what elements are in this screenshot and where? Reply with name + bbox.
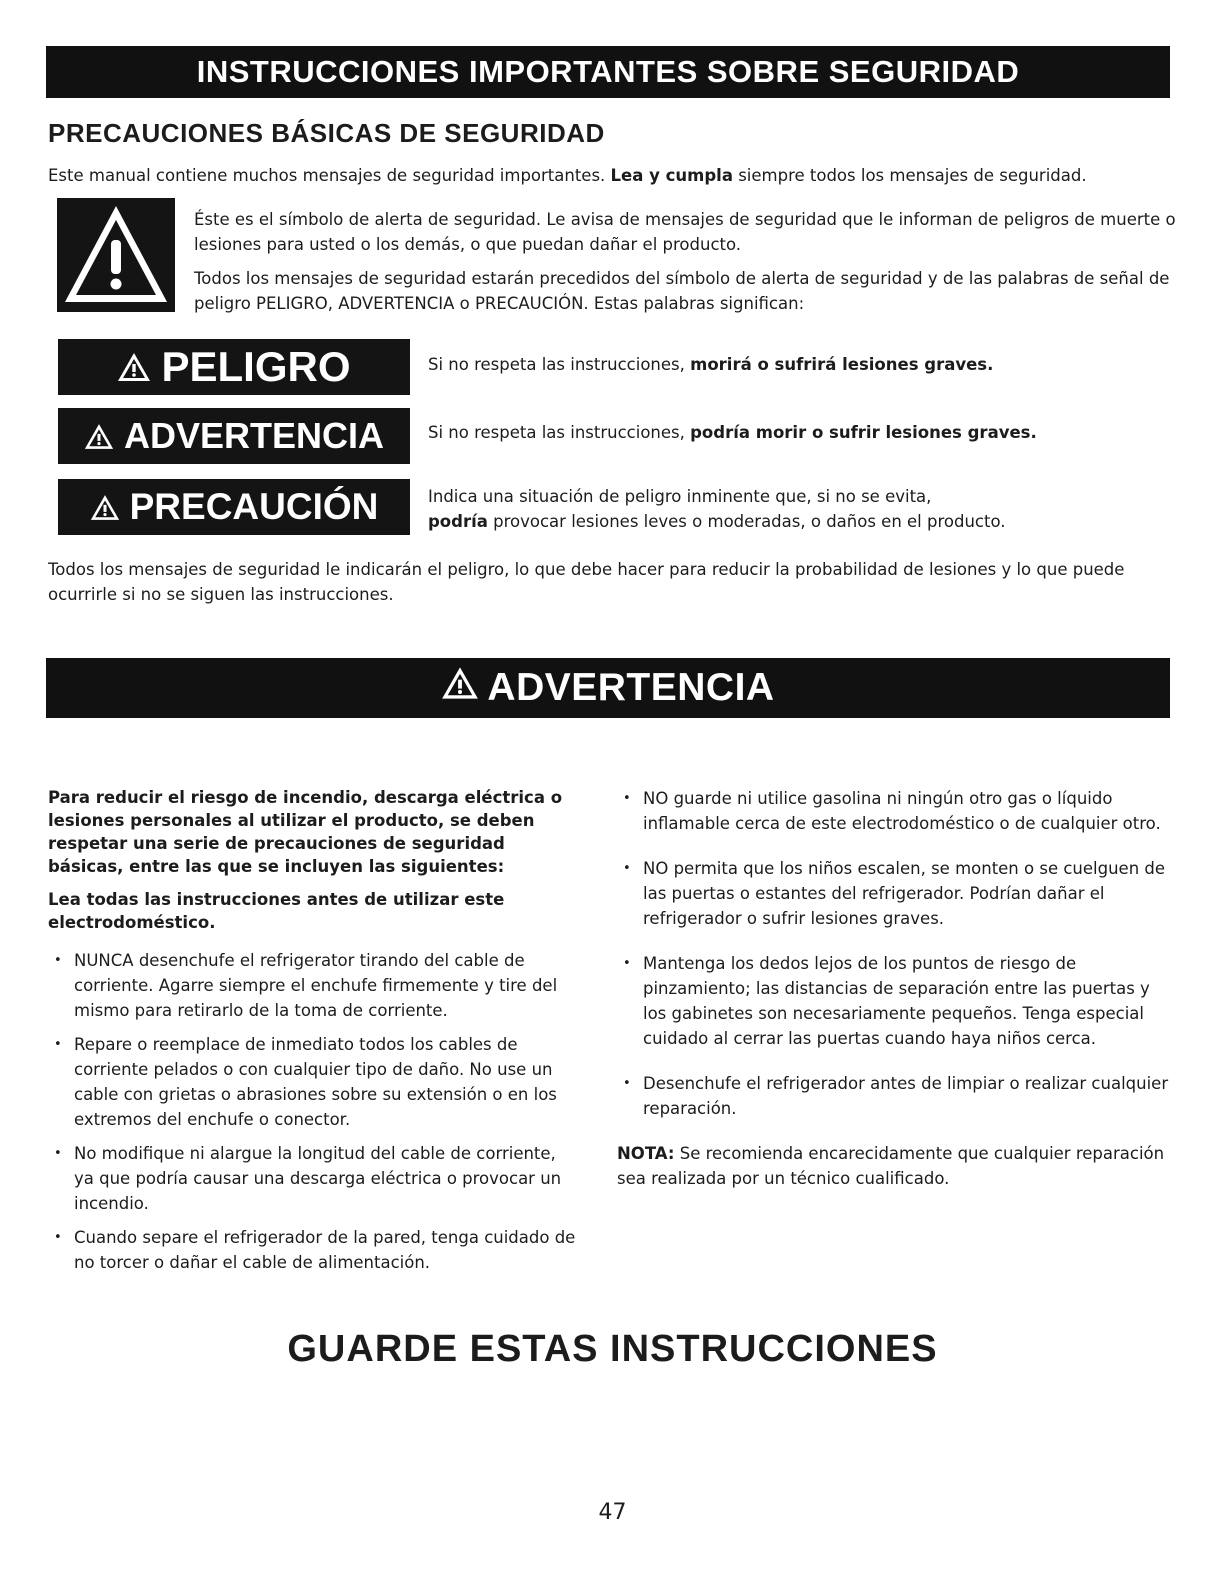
section-title: PRECAUCIONES BÁSICAS DE SEGURIDAD (48, 118, 605, 148)
signal-words-description: Todos los mensajes de seguridad estarán precedidos del símbolo de alerta de seguridad y de las palabras de señal de peligro PELIGRO, ADVERTENCIA o PRECAUCIÓN. Estas palabras significan: (194, 269, 1170, 313)
list-item: • NUNCA desenchufe el refrigerator tirando del cable de corriente. Agarre siempre el enchufe firmemente y tire del mismo para retirarlo de la toma de corriente. (48, 948, 578, 1023)
nota-paragraph (617, 1141, 1170, 1191)
warning-lead-read: Lea todas las instrucciones antes de utilizar este electrodoméstico. (48, 890, 505, 932)
signal-peligro-label (58, 339, 410, 395)
precaucion-desc-rest: provocar lesiones leves o moderadas, o daños en el producto. (487, 512, 1006, 531)
signal-precaucion-label (58, 479, 410, 535)
list-item: • Mantenga los dedos lejos de los puntos de riesgo de pinzamiento; las distancias de separación entre las puertas y los gabinetes son necesariamente pequeños. Tenga especial cuidado al cerrar las puertas cuando haya niños cerca. (617, 951, 1170, 1051)
intro-text-a: Este manual contiene muchos mensajes de seguridad importantes. (48, 166, 611, 185)
list-item: • No modifique ni alargue la longitud del cable de corriente, ya que podría causar una descarga eléctrica o provocar un incendio. (48, 1141, 578, 1216)
peligro-desc-b: morirá o sufrirá lesiones graves. (690, 355, 994, 374)
save-instructions-title: GUARDE ESTAS INSTRUCCIONES (287, 1328, 938, 1370)
list-item: • NO permita que los niños escalen, se monten o se cuelguen de las puertas o estantes del refrigerador. Podrían dañar el refrigerador o sufrir lesiones graves. (617, 856, 1170, 931)
intro-paragraph (48, 163, 1198, 188)
signal-precaucion-text: PRECAUCIÓN (129, 486, 379, 527)
intro-text-bold: Lea y cumpla (610, 166, 733, 185)
precaucion-desc-bold: podría (428, 512, 488, 531)
warning-left-list (48, 948, 578, 1275)
page-number: 47 (598, 1500, 627, 1525)
signal-advertencia-label (58, 408, 410, 464)
warning-left-column (48, 786, 578, 1284)
signal-advertencia-text: ADVERTENCIA (123, 415, 384, 456)
warning-triangle-icon (117, 352, 151, 382)
signal-peligro-text: PELIGRO (161, 343, 351, 390)
advertencia-desc-a: Si no respeta las instrucciones, (428, 423, 691, 442)
list-item: • Desenchufe el refrigerador antes de limpiar o realizar cualquier reparación. (617, 1071, 1170, 1121)
signal-peligro-description (428, 352, 1168, 377)
top-banner (46, 46, 1170, 98)
warning-triangle-icon (84, 423, 114, 450)
advertencia-desc-b: podría morir o sufrir lesiones graves. (690, 423, 1037, 442)
top-banner-text: INSTRUCCIONES IMPORTANTES SOBRE SEGURIDAD (196, 54, 1020, 89)
nota-label: NOTA: (617, 1144, 675, 1163)
signal-advertencia-description (428, 420, 1168, 445)
signal-precaucion-description (428, 484, 1168, 534)
list-item: • Cuando separe el refrigerador de la pared, tenga cuidado de no torcer o dañar el cable de alimentación. (48, 1225, 578, 1275)
warning-lead: Para reducir el riesgo de incendio, descarga eléctrica o lesiones personales al utilizar el producto, se deben respetar una serie de precauciones de seguridad básicas, entre las que se incluyen las siguientes: (48, 788, 563, 876)
list-item: • Repare o reemplace de inmediato todos los cables de corriente pelados o con cualquier tipo de daño. No use un cable con grietas o abrasiones sobre su extensión o en los extremos del enchufe o conector. (48, 1032, 578, 1132)
warning-triangle-icon (90, 494, 120, 521)
symbol-description: Éste es el símbolo de alerta de seguridad. Le avisa de mensajes de seguridad que le informan de peligros de muerte o lesiones para usted o los demás, o que puedan dañar el producto. (194, 210, 1176, 254)
warning-triangle-icon (441, 666, 479, 710)
warning-banner (46, 658, 1170, 718)
warning-right-column (617, 786, 1170, 1191)
list-item: • NO guarde ni utilice gasolina ni ningún otro gas o líquido inflamable cerca de este electrodoméstico o de cualquier otro. (617, 786, 1170, 836)
peligro-desc-a: Si no respeta las instrucciones, (428, 355, 691, 374)
nota-text: Se recomienda encarecidamente que cualquier reparación sea realizada por un técnico cualificado. (617, 1144, 1165, 1188)
intro-text-c: siempre todos los mensajes de seguridad. (732, 166, 1087, 185)
summary-paragraph: Todos los mensajes de seguridad le indicarán el peligro, lo que debe hacer para reducir la probabilidad de lesiones y lo que puede ocurrirle si no se siguen las instrucciones. (48, 560, 1125, 604)
precaucion-desc-line1: Indica una situación de peligro inminente que, si no se evita, (428, 487, 932, 506)
warning-banner-text: ADVERTENCIA (487, 666, 775, 709)
warning-right-list (617, 786, 1170, 1121)
safety-alert-icon (57, 198, 175, 312)
